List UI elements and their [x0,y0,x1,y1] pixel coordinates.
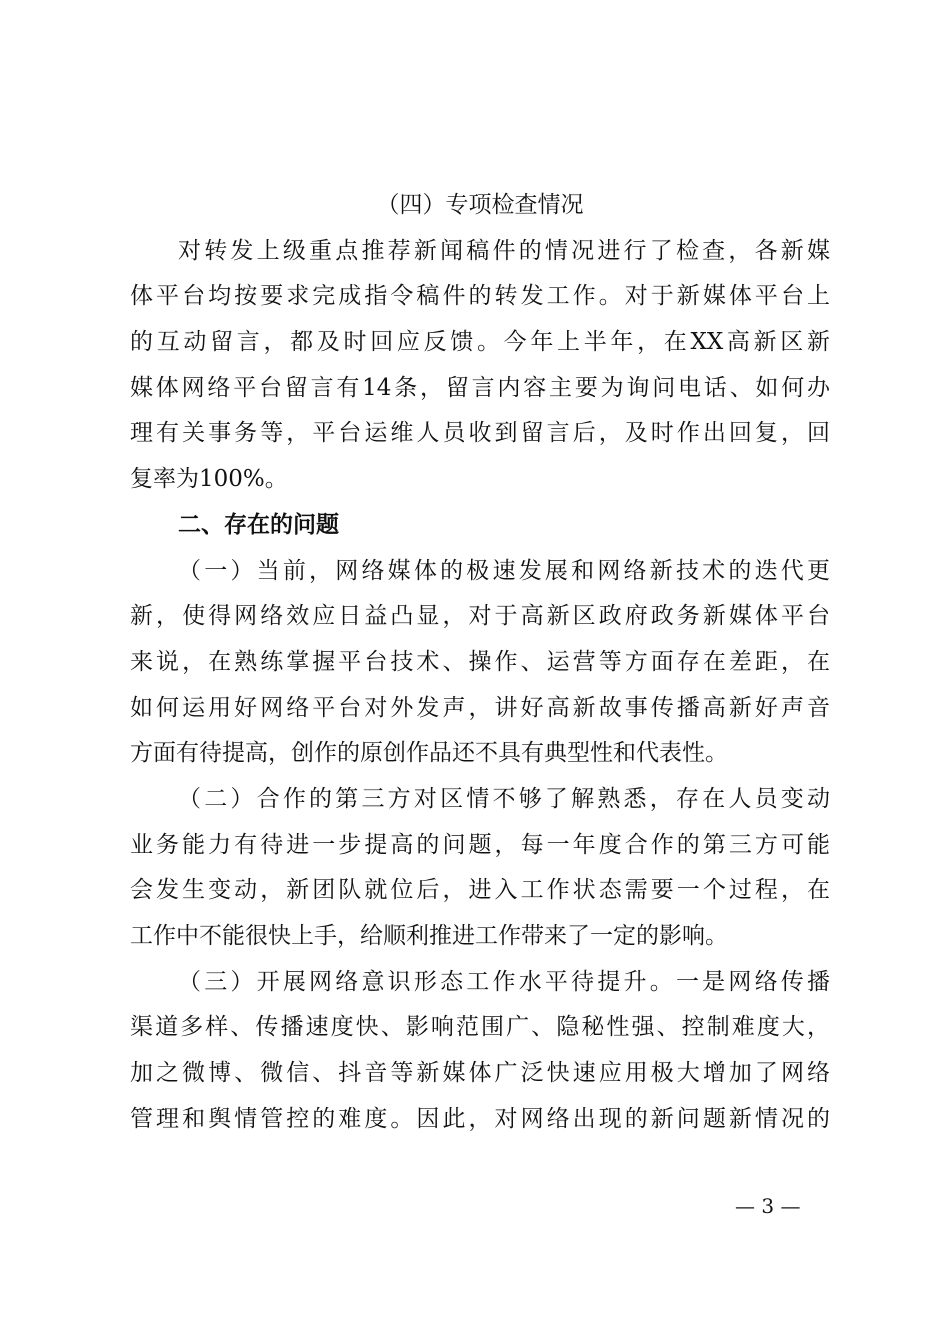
paragraph-line: 渠道多样、传播速度快、影响范围广、隐秘性强、控制难度大， [130,1014,830,1041]
paragraph-line: （一）当前，网络媒体的极速发展和网络新技术的迭代更 [178,557,830,584]
section-heading-existing-problems: 二、存在的问题 [178,511,339,538]
paragraph-problem-3 [130,960,830,1143]
paragraph-line: 来说，在熟练掌握平台技术、操作、运营等方面存在差距，在 [130,648,830,675]
paragraph-line: 工作中不能很快上手，给顺利推进工作带来了一定的影响。 [130,923,728,949]
paragraph-line: 对转发上级重点推荐新闻稿件的情况进行了检查，各新媒 [178,237,830,264]
paragraph-line: 加之微博、微信、抖音等新媒体广泛快速应用极大增加了网络 [130,1060,830,1087]
paragraph-line: 复率为100%。 [130,466,288,493]
sub-heading-special-inspection: （四）专项检查情况 [376,192,584,218]
paragraph-line: 体平台均按要求完成指令稿件的转发工作。对于新媒体平台上 [130,283,830,310]
document-body [130,183,830,1142]
paragraph-problem-2 [130,777,830,960]
paragraph-line: 管理和舆情管控的难度。因此，对网络出现的新问题新情况的 [130,1105,830,1132]
paragraph-inspection [130,229,830,503]
paragraph-line: 的互动留言，都及时回应反馈。今年上半年，在XX高新区新 [130,329,830,356]
paragraph-problem-1 [130,549,830,777]
page-number: — 3 — [735,1194,801,1218]
paragraph-line: （二）合作的第三方对区情不够了解熟悉，存在人员变动 [178,785,830,812]
paragraph-line: 如何运用好网络平台对外发声，讲好高新故事传播高新好声音 [130,694,830,721]
paragraph-line: （三）开展网络意识形态工作水平待提升。一是网络传播 [178,968,830,995]
paragraph-line: 会发生变动，新团队就位后，进入工作状态需要一个过程，在 [130,877,830,904]
paragraph-line: 媒体网络平台留言有14条，留言内容主要为询问电话、如何办 [130,374,830,401]
paragraph-line: 方面有待提高，创作的原创作品还不具有典型性和代表性。 [130,740,728,767]
paragraph-line: 新，使得网络效应日益凸显，对于高新区政府政务新媒体平台 [130,603,830,630]
paragraph-line: 理有关事务等，平台运维人员收到留言后，及时作出回复，回 [130,420,830,447]
paragraph-line: 业务能力有待进一步提高的问题，每一年度合作的第三方可能 [130,831,830,858]
